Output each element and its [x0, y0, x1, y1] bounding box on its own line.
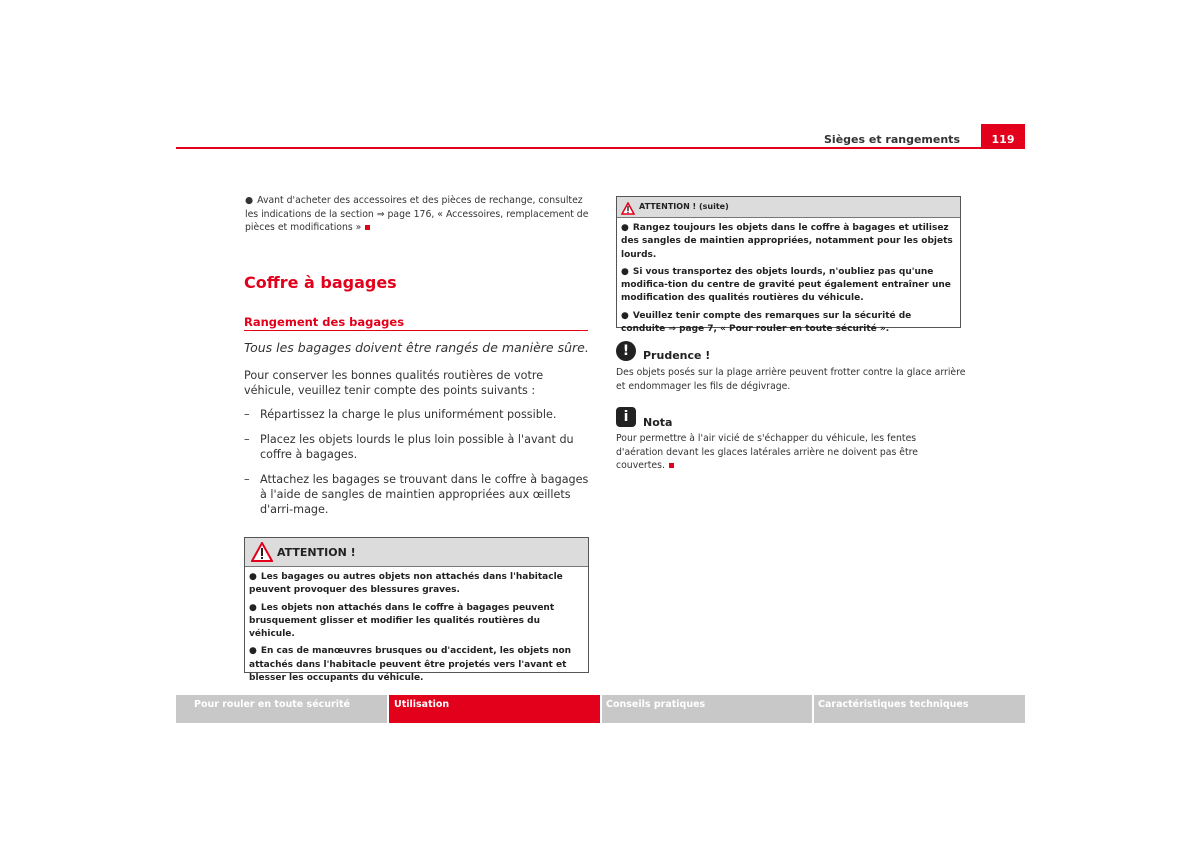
bullet-icon: ●: [621, 223, 629, 233]
attention-item: [249, 645, 584, 685]
attention-item: [621, 222, 956, 262]
lead-text: Tous les bagages doivent être rangés de manière sûre.: [244, 340, 589, 355]
intro-bullet: [245, 194, 590, 235]
list-item-text: Attachez les bagages se trouvant dans le coffre à bagages à l'aide de sangles de maintien appropriées aux œillets d'arri-mage.: [260, 473, 589, 516]
end-marker-icon: [669, 463, 674, 468]
list-item: [244, 407, 589, 422]
prudence-title: Prudence !: [643, 349, 711, 362]
attention-body: [245, 567, 588, 692]
list-item-text: Répartissez la charge le plus uniformément possible.: [260, 408, 557, 421]
prudence-text: Des objets posés sur la plage arrière peuvent frotter contre la glace arrière et endommager les fils de dégivrage.: [616, 367, 966, 392]
bullet-icon: ●: [249, 646, 257, 657]
dash-marker: –: [244, 408, 250, 421]
attention-continued-box: [616, 196, 961, 335]
bullet-icon: ●: [249, 572, 257, 582]
dash-marker: –: [244, 473, 250, 486]
attention-item: [249, 602, 584, 642]
subsection-title: Rangement des bagages: [244, 315, 588, 331]
attention-item-text: Si vous transportez des objets lourds, n'oubliez pas qu'une modifica-tion du centre de gravité peut également entraîner une modification des qualités routières du véhicule.: [621, 266, 951, 304]
bullet-icon: ●: [249, 602, 257, 613]
running-header: Sièges et rangements: [824, 133, 960, 146]
attention-item-text: Les objets non attachés dans le coffre à bagages peuvent brusquement glisser et modifier les qualités routières du véhicule.: [249, 602, 555, 640]
attention-title: ATTENTION !: [277, 546, 356, 559]
bullet-icon: ●: [245, 195, 254, 206]
bullet-icon: ●: [621, 310, 629, 321]
nota-title: Nota: [643, 416, 673, 429]
bullet-icon: ●: [621, 266, 629, 277]
attention-item: [249, 571, 584, 598]
body-paragraph: Pour conserver les bonnes qualités routières de votre véhicule, veuillez tenir compte des points suivants :: [244, 369, 544, 397]
attention-item-text: Les bagages ou autres objets non attachés dans l'habitacle peuvent provoquer des blessures graves.: [249, 572, 563, 596]
end-marker-icon: [365, 225, 370, 230]
warning-triangle-icon: [621, 200, 635, 219]
section-title: Coffre à bagages: [244, 273, 397, 292]
intro-text: Avant d'acheter des accessoires et des pièces de rechange, consultez les indications de la section ⇒ page 176, « Accessoires, remplacement de pièces et modifications »: [245, 195, 589, 233]
list-item-text: Placez les objets lourds le plus loin possible à l'avant du coffre à bagages.: [260, 433, 574, 461]
list-item: [244, 472, 589, 517]
attention-header: [617, 197, 960, 218]
tab-safety[interactable]: Pour rouler en toute sécurité: [176, 695, 387, 723]
attention-item-text: Veuillez tenir compte des remarques sur la sécurité de conduite ⇒ page 7, « Pour rouler en toute sécurité ».: [621, 310, 912, 335]
warning-triangle-icon: [251, 542, 273, 566]
header-rule: [176, 147, 1025, 149]
attention-item: [621, 266, 956, 306]
nota-text: [616, 432, 966, 473]
page-number: 119: [981, 124, 1025, 148]
attention-item-text: En cas de manœuvres brusques ou d'accident, les objets non attachés dans l'habitacle peuvent être projetés vers l'avant et blesser les occupants du véhicule.: [249, 646, 572, 684]
tab-caracteristiques[interactable]: Caractéristiques techniques: [814, 695, 1025, 723]
dash-marker: –: [244, 433, 250, 446]
tab-conseils[interactable]: Conseils pratiques: [602, 695, 812, 723]
list-item: [244, 432, 589, 462]
info-icon: i: [616, 407, 636, 427]
attention-item: [621, 310, 956, 337]
attention-item-text: Rangez toujours les objets dans le coffre à bagages et utilisez des sangles de maintien appropriées, notamment pour les objets lourds.: [621, 223, 953, 260]
attention-box: [244, 537, 589, 684]
nota-text-content: Pour permettre à l'air vicié de s'échapper du véhicule, les fentes d'aération devant les glaces latérales arrière ne doivent pas être couvertes.: [616, 433, 918, 471]
attention-title: ATTENTION ! (suite): [639, 202, 729, 211]
tab-utilisation[interactable]: Utilisation: [389, 695, 600, 723]
attention-header: [245, 538, 588, 567]
attention-body: [617, 218, 960, 343]
footer-nav: [176, 695, 1025, 723]
exclamation-icon: !: [616, 341, 636, 361]
